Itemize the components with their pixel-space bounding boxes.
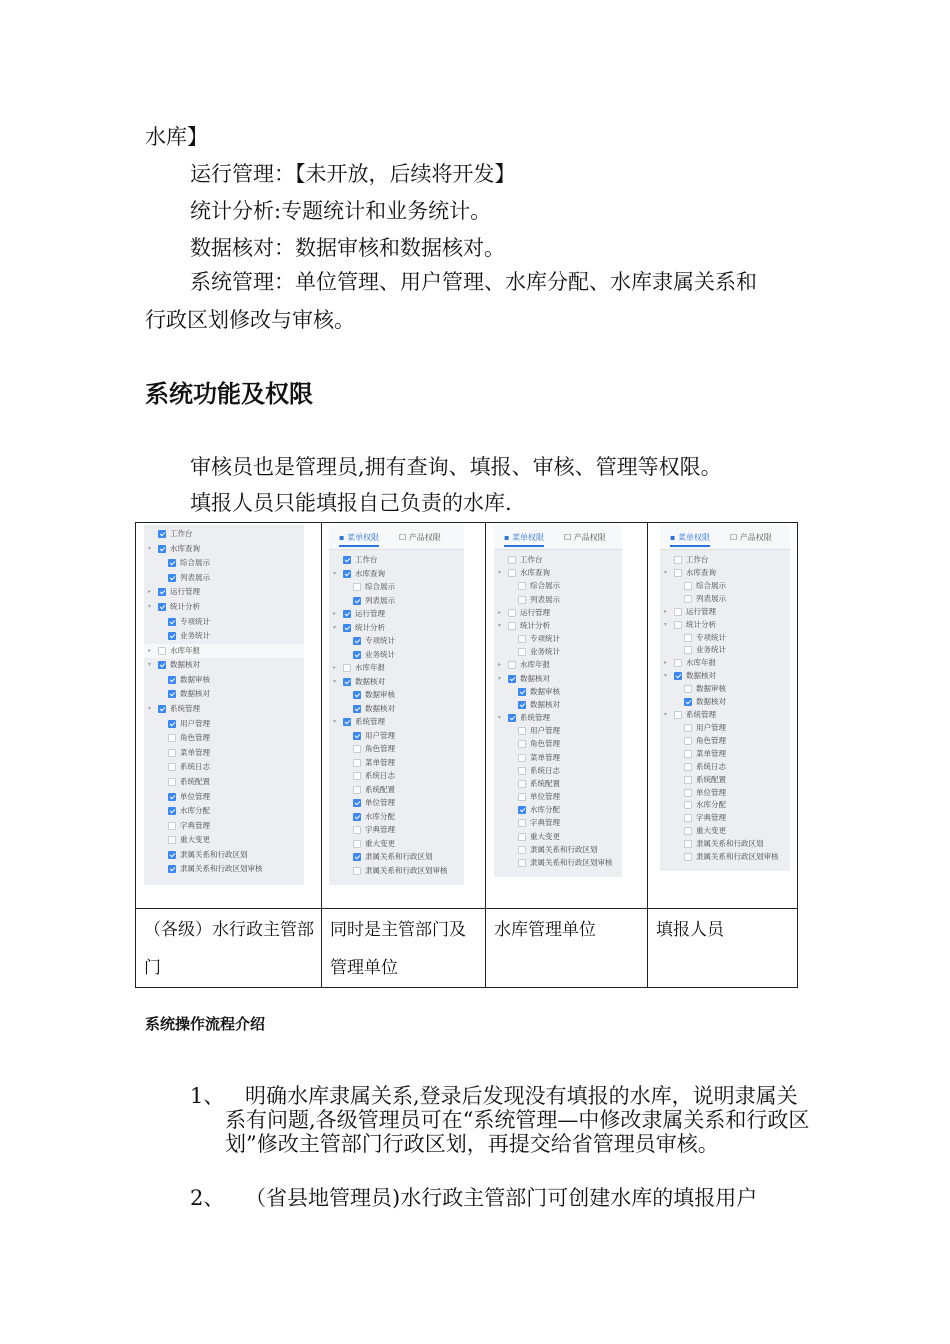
- checkbox-unchecked[interactable]: [684, 646, 692, 654]
- chevron-right-icon[interactable]: ▸: [333, 664, 337, 671]
- checkbox-checked[interactable]: [158, 588, 166, 596]
- tree-item-label: 菜单管理: [530, 752, 560, 762]
- tree-item-label: 运行管理: [686, 606, 716, 616]
- chevron-down-icon[interactable]: ▾: [333, 718, 337, 725]
- tree-item-label: 水库分配: [530, 805, 560, 815]
- screenshot-cell-1: [136, 523, 322, 909]
- tree-item-label: 系统管理: [686, 710, 716, 719]
- chevron-down-icon[interactable]: ▾: [148, 602, 152, 610]
- checkbox-checked[interactable]: [684, 698, 692, 706]
- tree-item-label: 系统配置: [180, 776, 210, 786]
- tree-item-label: 重大变更: [696, 826, 726, 836]
- checkbox-unchecked[interactable]: [508, 556, 516, 564]
- checkbox-checked[interactable]: [168, 851, 176, 859]
- chevron-down-icon[interactable]: ▾: [333, 569, 337, 577]
- tree-item-label: 水库年报: [170, 645, 200, 655]
- para-run-management: 运行管理：【未开放，后续将开发】: [190, 162, 516, 186]
- tree-item-label: 列表展示: [530, 594, 560, 604]
- checkbox-unchecked[interactable]: [674, 659, 682, 667]
- checkbox-checked[interactable]: [518, 688, 526, 696]
- menu-tree-panel-4: [660, 525, 790, 871]
- tree-item-label: 菜单管理: [180, 747, 210, 757]
- list-text: 明确水库隶属关系,登录后发现没有填报的水库，说明隶属关系有问题,各级管理员可在“系统管理—中修改隶属关系和行政区划”修改主管部门行政区划，再提交给省管理员审核。: [225, 1084, 810, 1156]
- checkbox-unchecked[interactable]: [508, 569, 516, 577]
- tree-item-label: 业务统计: [696, 645, 726, 655]
- tree-item-label: 用户管理: [180, 718, 210, 728]
- tree-item-label: 角色管理: [696, 735, 726, 745]
- checkbox-unchecked[interactable]: [168, 734, 176, 742]
- chevron-down-icon[interactable]: ▾: [498, 674, 502, 682]
- checkbox-unchecked[interactable]: [158, 647, 166, 655]
- checkbox-unchecked[interactable]: [684, 776, 692, 784]
- tree-item-label: 系统日志: [530, 765, 560, 775]
- chevron-down-icon[interactable]: ▾: [498, 714, 502, 721]
- para-system-management-2: 行政区划修改与审核。: [145, 308, 355, 332]
- tree-item-label: 用户管理: [530, 726, 560, 736]
- tree-item-label: 数据审核: [696, 684, 726, 694]
- checkbox-checked[interactable]: [508, 714, 516, 722]
- tree-item-label: 水库分配: [365, 811, 395, 821]
- tree-item-label: 运行管理: [355, 609, 385, 618]
- tree-item-label: 专项统计: [180, 616, 210, 626]
- tree-item-label: 工作台: [520, 555, 543, 564]
- checkbox-checked[interactable]: [508, 675, 516, 683]
- checkbox-checked[interactable]: [353, 732, 361, 740]
- checkbox-unchecked[interactable]: [353, 840, 361, 848]
- chevron-down-icon[interactable]: ▾: [664, 620, 668, 628]
- checkbox-unchecked[interactable]: [674, 621, 682, 629]
- checkbox-unchecked[interactable]: [168, 749, 176, 757]
- list-number: 1、: [190, 1084, 225, 1108]
- tree-item-label: 字典管理: [696, 813, 726, 823]
- checkbox-checked[interactable]: [518, 806, 526, 814]
- tree-item-label: 数据核对: [530, 699, 560, 709]
- tree-item-label: 工作台: [686, 555, 709, 564]
- tree-item-label: 业务统计: [530, 647, 560, 657]
- tree-item-label: 菜单管理: [365, 757, 395, 767]
- tree-item-label: 角色管理: [530, 739, 560, 749]
- checkbox-unchecked[interactable]: [168, 836, 176, 844]
- tree-item-label: 数据审核: [365, 690, 395, 699]
- checkbox-unchecked[interactable]: [518, 740, 526, 748]
- checkbox-checked[interactable]: [158, 603, 166, 611]
- para-system-management-1: 系统管理：单位管理、用户管理、水库分配、水库隶属关系和: [190, 270, 757, 294]
- checkbox-checked[interactable]: [158, 705, 166, 713]
- tab-menu-permissions[interactable]: ▪ 菜单权限: [670, 533, 710, 542]
- checkbox-unchecked[interactable]: [518, 727, 526, 735]
- tree-item-label: 单位管理: [180, 791, 210, 801]
- checkbox-unchecked[interactable]: [518, 846, 526, 854]
- checkbox-unchecked[interactable]: [684, 685, 692, 693]
- tree-item-label: 系统日志: [696, 761, 726, 771]
- tree-item-label: 系统配置: [530, 778, 560, 788]
- checkbox-checked[interactable]: [343, 610, 351, 618]
- chevron-down-icon[interactable]: ▾: [148, 705, 152, 712]
- tree-item-label: 数据核对: [686, 671, 716, 681]
- checkbox-checked[interactable]: [158, 661, 166, 669]
- tree-item-label: 用户管理: [696, 722, 726, 732]
- checkbox-checked[interactable]: [353, 637, 361, 645]
- checkbox-checked[interactable]: [343, 678, 351, 686]
- checkbox-checked[interactable]: [674, 672, 682, 680]
- tree-item-label: 综合展示: [365, 582, 395, 591]
- tree-item-label: 用户管理: [365, 730, 395, 740]
- tree-item-label: 业务统计: [180, 631, 210, 641]
- tree-item-label: 水库查询: [355, 568, 385, 578]
- checkbox-checked[interactable]: [518, 701, 526, 709]
- checkbox-unchecked[interactable]: [353, 786, 361, 794]
- para-auditor: 审核员也是管理员,拥有查询、填报、审核、管理等权限。: [190, 455, 722, 479]
- checkbox-unchecked[interactable]: [674, 569, 682, 577]
- tree-item-label: 水库年报: [686, 658, 716, 668]
- permission-tabs: [660, 525, 790, 550]
- checkbox-unchecked[interactable]: [508, 622, 516, 630]
- caption-filler: 填报人员: [648, 909, 798, 988]
- checkbox-checked[interactable]: [158, 545, 166, 553]
- para-data-check: 数据核对：数据审核和数据核对。: [190, 236, 505, 260]
- checkbox-unchecked[interactable]: [353, 772, 361, 780]
- chevron-down-icon[interactable]: ▾: [664, 568, 668, 576]
- checkbox-unchecked[interactable]: [518, 754, 526, 762]
- checkbox-checked[interactable]: [353, 651, 361, 659]
- tree-item-label: 数据核对: [520, 673, 550, 683]
- tree-item-label: 统计分析: [170, 601, 200, 611]
- tree-item-label: 字典管理: [530, 818, 560, 828]
- tab-product-permissions[interactable]: ☐ 产品权限: [399, 533, 441, 542]
- tree-item-label: 系统配置: [365, 784, 395, 794]
- checkbox-unchecked[interactable]: [168, 778, 176, 786]
- tree-item-label: 专项统计: [696, 632, 726, 642]
- tree-item-label: 水库年报: [520, 660, 550, 670]
- checkbox-unchecked[interactable]: [353, 583, 361, 591]
- para-statistics: 统计分析:专题统计和业务统计。: [190, 199, 492, 223]
- checkbox-unchecked[interactable]: [684, 814, 692, 822]
- checkbox-unchecked[interactable]: [684, 827, 692, 835]
- checkbox-checked[interactable]: [353, 813, 361, 821]
- tree-item-label: 隶属关系和行政区划: [530, 844, 598, 854]
- checkbox-unchecked[interactable]: [343, 664, 351, 672]
- tree-item-label: 系统管理: [355, 717, 385, 726]
- checkbox-unchecked[interactable]: [684, 582, 692, 590]
- tree-item-label: 数据审核: [530, 686, 560, 696]
- tree-item-label: 隶属关系和行政区划: [365, 852, 433, 861]
- tree-item-label: 统计分析: [686, 619, 716, 629]
- list-number: 2、: [190, 1186, 225, 1210]
- screenshot-cell-4: [648, 523, 798, 909]
- chevron-down-icon[interactable]: ▾: [498, 569, 502, 577]
- checkbox-checked[interactable]: [168, 690, 176, 698]
- menu-tree-panel-3: [494, 525, 622, 877]
- checkbox-checked[interactable]: [168, 720, 176, 728]
- tree-item-label: 系统日志: [365, 771, 395, 780]
- tree-item-label: 列表展示: [180, 572, 210, 582]
- tree-item-label: 字典管理: [365, 825, 395, 834]
- checkbox-unchecked[interactable]: [353, 826, 361, 834]
- checkbox-unchecked[interactable]: [684, 634, 692, 642]
- checkbox-unchecked[interactable]: [684, 789, 692, 797]
- checkbox-unchecked[interactable]: [674, 711, 682, 719]
- tree-item-label: 重大变更: [180, 835, 210, 845]
- chevron-down-icon[interactable]: ▾: [333, 623, 337, 631]
- chevron-right-icon[interactable]: ▸: [333, 610, 337, 617]
- checkbox-unchecked[interactable]: [518, 635, 526, 643]
- checkbox-checked[interactable]: [343, 718, 351, 726]
- checkbox-unchecked[interactable]: [518, 596, 526, 604]
- chevron-right-icon[interactable]: ▸: [664, 607, 668, 615]
- checkbox-unchecked[interactable]: [508, 661, 516, 669]
- tree-item-label: 重大变更: [365, 838, 395, 848]
- tree-item-label: 专项统计: [530, 634, 560, 643]
- permission-tabs: [329, 525, 464, 550]
- chevron-right-icon[interactable]: ▸: [148, 588, 152, 596]
- chevron-right-icon[interactable]: ▸: [664, 659, 668, 667]
- checkbox-unchecked[interactable]: [684, 763, 692, 771]
- para-filler: 填报人员只能填报自己负责的水库.: [190, 491, 512, 515]
- checkbox-unchecked[interactable]: [684, 724, 692, 732]
- tree-item-label: 角色管理: [180, 733, 210, 743]
- row-highlight: [144, 644, 304, 658]
- tree-item-label: 水库分配: [696, 800, 726, 810]
- checkbox-checked[interactable]: [353, 705, 361, 713]
- tree-item-label: 系统日志: [180, 762, 210, 772]
- tree-item-label: 隶属关系和行政区划审核: [180, 864, 263, 874]
- chevron-down-icon[interactable]: ▾: [498, 621, 502, 629]
- tree-item-label: 综合展示: [180, 558, 210, 568]
- caption-water-admin-dept: （各级）水行政主管部门: [136, 909, 322, 988]
- tree-item-label: 综合展示: [696, 580, 726, 590]
- checkbox-unchecked[interactable]: [674, 608, 682, 616]
- checkbox-unchecked[interactable]: [684, 853, 692, 861]
- tree-item-label: 隶属关系和行政区划审核: [365, 865, 448, 875]
- tree-item-label: 隶属关系和行政区划审核: [696, 852, 779, 862]
- checkbox-checked[interactable]: [168, 807, 176, 815]
- tree-item-label: 工作台: [170, 529, 193, 538]
- heading-permissions: 系统功能及权限: [145, 380, 313, 408]
- checkbox-checked[interactable]: [343, 570, 351, 578]
- checkbox-unchecked[interactable]: [518, 582, 526, 590]
- tree-item-label: 单位管理: [365, 798, 395, 807]
- chevron-down-icon[interactable]: ▾: [664, 672, 668, 680]
- checkbox-unchecked[interactable]: [518, 767, 526, 775]
- tree-item-label: 运行管理: [520, 607, 550, 617]
- tab-product-permissions[interactable]: ☐ 产品权限: [564, 533, 606, 542]
- chevron-right-icon[interactable]: ▸: [148, 646, 152, 654]
- tree-item-label: 系统管理: [170, 704, 200, 713]
- tree-item-label: 业务统计: [365, 649, 395, 659]
- checkbox-unchecked[interactable]: [168, 763, 176, 771]
- checkbox-unchecked[interactable]: [518, 859, 526, 867]
- tree-item-label: 水库查询: [170, 543, 200, 553]
- tree-item-label: 数据核对: [180, 689, 210, 699]
- checkbox-checked[interactable]: [158, 530, 166, 538]
- tree-item-label: 水库查询: [686, 567, 716, 577]
- tree-item-label: 工作台: [355, 555, 378, 564]
- checkbox-checked[interactable]: [168, 632, 176, 640]
- tree-item-label: 数据核对: [170, 660, 200, 670]
- checkbox-unchecked[interactable]: [518, 780, 526, 788]
- tree-item-label: 菜单管理: [696, 748, 726, 758]
- tree-item-label: 字典管理: [180, 820, 210, 830]
- tree-item-label: 水库查询: [520, 568, 550, 578]
- tree-item-label: 重大变更: [530, 831, 560, 841]
- menu-tree-panel-2: [329, 525, 464, 885]
- checkbox-unchecked[interactable]: [684, 840, 692, 848]
- tree-item-label: 数据核对: [355, 676, 385, 686]
- permission-table: [135, 522, 798, 988]
- checkbox-unchecked[interactable]: [353, 759, 361, 767]
- checkbox-unchecked[interactable]: [518, 819, 526, 827]
- tree-item-label: 水库年报: [355, 663, 385, 672]
- tree-item-label: 数据审核: [180, 674, 210, 684]
- tree-item-label: 运行管理: [170, 587, 200, 597]
- checkbox-unchecked[interactable]: [684, 595, 692, 603]
- checkbox-checked[interactable]: [343, 556, 351, 564]
- tree-item-label: 隶属关系和行政区划: [696, 839, 764, 849]
- checkbox-unchecked[interactable]: [518, 833, 526, 841]
- checkbox-unchecked[interactable]: [353, 745, 361, 753]
- checkbox-checked[interactable]: [168, 618, 176, 626]
- heading-operation-flow: 系统操作流程介绍: [145, 1015, 266, 1033]
- checkbox-checked[interactable]: [168, 574, 176, 582]
- checkbox-unchecked[interactable]: [518, 793, 526, 801]
- list-text: （省县地管理员)水行政主管部门可创建水库的填报用户: [245, 1186, 758, 1210]
- chevron-right-icon[interactable]: ▸: [498, 608, 502, 616]
- checkbox-unchecked[interactable]: [353, 867, 361, 875]
- tree-item-label: 隶属关系和行政区划审核: [530, 857, 613, 867]
- tree-item-label: 单位管理: [696, 787, 726, 797]
- checkbox-checked[interactable]: [353, 597, 361, 605]
- tree-item-label: 数据核对: [365, 703, 395, 713]
- tab-menu-permissions[interactable]: ▪ 菜单权限: [339, 533, 379, 542]
- checkbox-unchecked[interactable]: [684, 737, 692, 745]
- caption-dept-and-unit: 同时是主管部门及管理单位: [322, 909, 486, 988]
- tree-item-label: 隶属关系和行政区划: [180, 849, 248, 859]
- tree-item-label: 系统配置: [696, 774, 726, 784]
- chevron-down-icon[interactable]: ▾: [148, 661, 152, 669]
- tree-item-label: 单位管理: [530, 792, 560, 801]
- tree-item-label: 统计分析: [355, 622, 385, 632]
- tree-item-label: 列表展示: [365, 595, 395, 605]
- chevron-down-icon[interactable]: ▾: [333, 677, 337, 685]
- tree-item-label: 数据核对: [696, 697, 726, 707]
- checkbox-checked[interactable]: [168, 676, 176, 684]
- checkbox-checked[interactable]: [343, 624, 351, 632]
- checkbox-unchecked[interactable]: [684, 750, 692, 758]
- menu-tree-panel-1: [144, 525, 304, 885]
- tree-item-label: 角色管理: [365, 744, 395, 753]
- chevron-down-icon[interactable]: ▾: [664, 711, 668, 718]
- checkbox-checked[interactable]: [353, 799, 361, 807]
- checkbox-checked[interactable]: [168, 559, 176, 567]
- checkbox-checked[interactable]: [168, 865, 176, 873]
- tab-menu-permissions[interactable]: ▪ 菜单权限: [504, 533, 544, 542]
- chevron-down-icon[interactable]: ▾: [148, 544, 152, 552]
- permission-tabs: [494, 525, 622, 550]
- tree-item-label: 列表展示: [696, 593, 726, 603]
- caption-reservoir-unit: 水库管理单位: [486, 909, 648, 988]
- chevron-right-icon[interactable]: ▸: [498, 661, 502, 669]
- tree-item-label: 统计分析: [520, 620, 550, 630]
- checkbox-checked[interactable]: [168, 793, 176, 801]
- checkbox-unchecked[interactable]: [518, 648, 526, 656]
- checkbox-unchecked[interactable]: [684, 801, 692, 809]
- tree-item-label: 水库分配: [180, 806, 210, 816]
- screenshot-cell-2: [322, 523, 486, 909]
- checkbox-unchecked[interactable]: [168, 822, 176, 830]
- checkbox-unchecked[interactable]: [508, 609, 516, 617]
- tree-item-label: 专项统计: [365, 636, 395, 645]
- checkbox-checked[interactable]: [353, 691, 361, 699]
- screenshot-cell-3: [486, 523, 648, 909]
- checkbox-unchecked[interactable]: [674, 556, 682, 564]
- tree-item-label: 系统管理: [520, 713, 550, 722]
- intro-tail: 水库】: [145, 125, 208, 149]
- tree-item-label: 综合展示: [530, 581, 560, 591]
- checkbox-checked[interactable]: [353, 853, 361, 861]
- tab-product-permissions[interactable]: ☐ 产品权限: [730, 533, 772, 542]
